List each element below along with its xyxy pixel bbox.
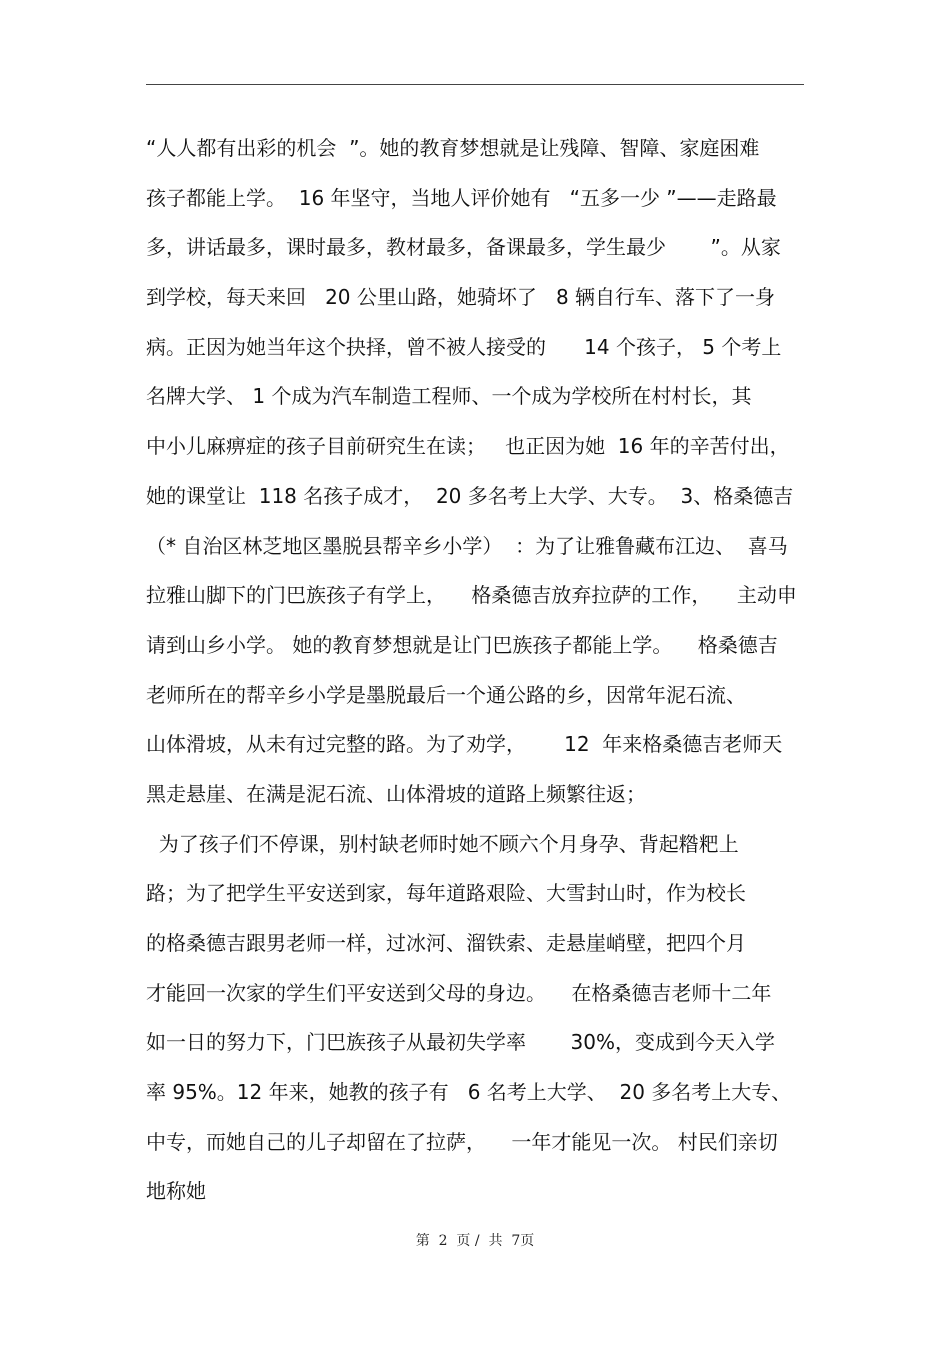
text-line: 黑走悬崖、在满是泥石流、山体滑坡的道路上频繁往返； xyxy=(146,781,646,806)
text-line: 山体滑坡，从未有过完整的路。为了劝学， 12 年来格桑德吉老师天 xyxy=(146,732,783,757)
text-line: 多，讲话最多，课时最多，教材最多，备课最多，学生最少 ”。从家 xyxy=(146,235,781,260)
page-number: 第 2 页 / 共 7页 xyxy=(415,1233,535,1249)
header-rule xyxy=(146,84,804,85)
text-line: 到学校，每天来回 20 公里山路，她骑坏了 8 辆自行车、落下了一身 xyxy=(146,285,776,310)
text-line: 拉雅山脚下的门巴族孩子有学上， 格桑德吉放弃拉萨的工作， 主动申 xyxy=(146,583,797,608)
text-line: 她的课堂让 118 名孩子成才， 20 多名考上大学、大专。 3、格桑德吉 xyxy=(146,483,794,508)
body-text xyxy=(146,124,826,1217)
text-line: 才能回一次家的学生们平安送到父母的身边。 在格桑德吉老师十二年 xyxy=(146,980,772,1005)
text-line: 中专，而她自己的儿子却留在了拉萨， 一年才能见一次。 村民们亲切 xyxy=(146,1129,778,1154)
text-line: 请到山乡小学。 她的教育梦想就是让门巴族孩子都能上学。 格桑德吉 xyxy=(146,632,778,657)
text-line: 孩子都能上学。 16 年坚守，当地人评价她有 “五多一少 ”——走路最 xyxy=(146,185,777,210)
text-line: 名牌大学、 1 个成为汽车制造工程师、一个成为学校所在村村长，其 xyxy=(146,384,752,409)
text-line: 路；为了把学生平安送到家，每年道路艰险、大雪封山时，作为校长 xyxy=(146,881,746,906)
text-line: 的格桑德吉跟男老师一样，过冰河、溜铁索、走悬崖峭壁，把四个月 xyxy=(146,931,746,955)
text-line: 病。正因为她当年这个抉择，曾不被人接受的 14 个孩子， 5 个考上 xyxy=(146,334,782,359)
text-line: 地称她 xyxy=(146,1179,206,1204)
text-line: 老师所在的帮辛乡小学是墨脱最后一个通公路的乡，因常年泥石流、 xyxy=(146,682,746,707)
text-line: “人人都有出彩的机会 ”。她的教育梦想就是让残障、智障、家庭困难 xyxy=(146,136,760,160)
text-line: （* 自治区林芝地区墨脱县帮辛乡小学） ：为了让雅鲁藏布江边、 喜马 xyxy=(146,533,788,558)
text-line: 中小儿麻痹症的孩子目前研究生在读； 也正因为她 16 年的辛苦付出， xyxy=(146,434,790,459)
text-line: 率 95%。12 年来，她教的孩子有 6 名考上大学、 20 多名考上大专、 xyxy=(146,1080,792,1105)
text-line: 如一日的努力下，门巴族孩子从最初失学率 30%，变成到今天入学 xyxy=(146,1030,775,1055)
text-line: 为了孩子们不停课，别村缺老师时她不顾六个月身孕、背起糌粑上 xyxy=(146,831,739,856)
